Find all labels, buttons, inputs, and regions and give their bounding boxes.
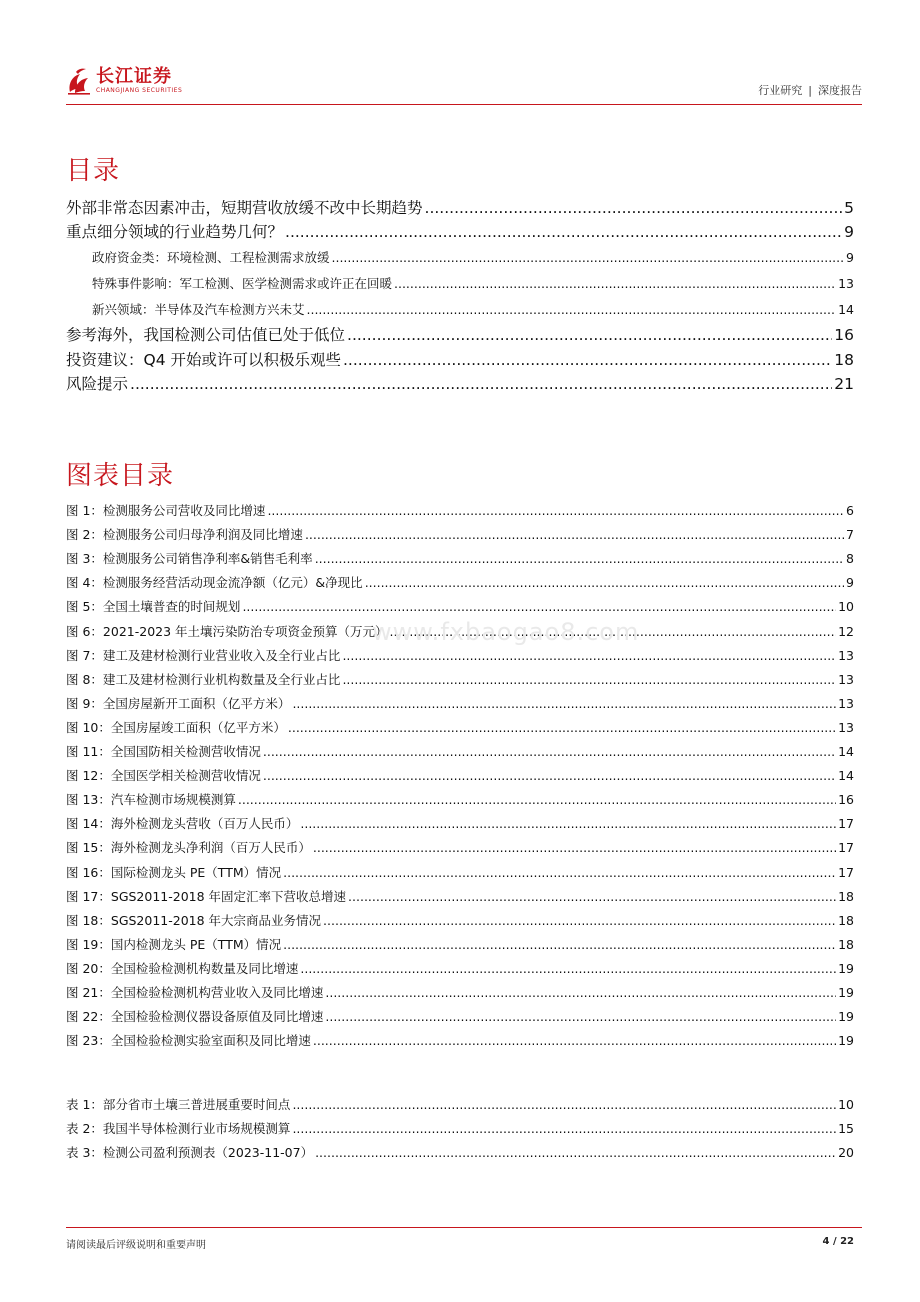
logo-mark-icon: [66, 66, 92, 96]
table-entry[interactable]: 表 1：部分省市土壤三普进展重要时间点 ..... 10: [66, 1092, 854, 1116]
table-entry[interactable]: 表 3：检测公司盈利预测表（2023-11-07） ..... 20: [66, 1140, 854, 1164]
table-of-contents: [66, 195, 854, 396]
watermark: www.fxbaogao8.com: [372, 618, 640, 646]
figure-entry[interactable]: 图 2：检测服务公司归母净利润及同比增速 ..... 7: [66, 522, 854, 546]
page-header: [66, 64, 862, 106]
figure-entry[interactable]: 图 5：全国土壤普查的时间规划 ..... 10: [66, 594, 854, 618]
figure-entry[interactable]: 图 18：SGS2011-2018 年大宗商品业务情况 ..... 18: [66, 908, 854, 932]
figure-entry[interactable]: 图 17：SGS2011-2018 年固定汇率下营收总增速 ..... 18: [66, 884, 854, 908]
company-logo: [66, 66, 182, 96]
toc-entry[interactable]: 投资建议：Q4 开始或许可以积极乐观些 ..... 18: [66, 347, 854, 372]
figure-list: [66, 498, 854, 1052]
figure-entry[interactable]: 图 12：全国医学相关检测营收情况 ..... 14: [66, 763, 854, 787]
figure-entry[interactable]: 图 3：检测服务公司销售净利率&销售毛利率 ..... 8: [66, 546, 854, 570]
figure-entry[interactable]: 图 7：建工及建材检测行业营业收入及全行业占比 ..... 13: [66, 643, 854, 667]
toc-subentry[interactable]: 新兴领域：半导体及汽车检测方兴未艾 ..... 14: [66, 296, 854, 322]
header-rule: [66, 104, 862, 105]
leader-dots: [343, 348, 832, 372]
figure-entry[interactable]: 图 4：检测服务经营活动现金流净额（亿元）&净现比 ..... 9: [66, 570, 854, 594]
toc-heading: 目录: [66, 156, 121, 186]
footer-rule: [66, 1227, 862, 1228]
header-separator: |: [808, 84, 812, 97]
figure-entry[interactable]: 图 22：全国检验检测仪器设备原值及同比增速 ..... 19: [66, 1004, 854, 1028]
toc-entry[interactable]: 风险提示 ..... 21: [66, 372, 854, 397]
leader-dots: [347, 323, 832, 347]
figures-heading: 图表目录: [66, 461, 175, 491]
logo-name-en: CHANGJIANG SECURITIES: [96, 87, 183, 94]
figure-entry[interactable]: 图 13：汽车检测市场规模测算 ..... 16: [66, 787, 854, 811]
leader-dots: [332, 246, 845, 270]
page-number: 4 / 22: [822, 1236, 854, 1247]
figure-entry[interactable]: 图 15：海外检测龙头净利润（百万人民币） ..... 17: [66, 835, 854, 859]
toc-entry[interactable]: 外部非常态因素冲击，短期营收放缓不改中长期趋势 ..... 5: [66, 195, 854, 220]
leader-dots: [307, 298, 837, 322]
figure-entry[interactable]: 图 16：国际检测龙头 PE（TTM）情况 ..... 17: [66, 859, 854, 883]
figure-entry[interactable]: 图 19：国内检测龙头 PE（TTM）情况 ..... 18: [66, 932, 854, 956]
figure-entry[interactable]: 图 23：全国检验检测实验室面积及同比增速 ..... 19: [66, 1028, 854, 1052]
table-list: [66, 1092, 854, 1164]
toc-entry[interactable]: 重点细分领域的行业趋势几何？ ..... 9: [66, 220, 854, 245]
report-section: 行业研究: [758, 84, 803, 97]
figure-entry[interactable]: 图 9：全国房屋新开工面积（亿平方米） ..... 13: [66, 691, 854, 715]
figure-entry[interactable]: 图 14：海外检测龙头营收（百万人民币） ..... 17: [66, 811, 854, 835]
leader-dots: [285, 220, 842, 244]
toc-entry[interactable]: 参考海外，我国检测公司估值已处于低位 ..... 16: [66, 322, 854, 347]
figure-entry[interactable]: 图 20：全国检验检测机构数量及同比增速 ..... 19: [66, 956, 854, 980]
toc-subentry[interactable]: 特殊事件影响：军工检测、医学检测需求或许正在回暖 ..... 13: [66, 270, 854, 296]
logo-name-cn: 长江证券: [96, 66, 172, 87]
leader-dots: [425, 196, 843, 220]
leader-dots: [130, 372, 832, 396]
report-category: [758, 82, 862, 98]
table-entry[interactable]: 表 2：我国半导体检测行业市场规模测算 ..... 15: [66, 1116, 854, 1140]
figure-entry[interactable]: 图 11：全国国防相关检测营收情况 ..... 14: [66, 739, 854, 763]
figure-entry[interactable]: 图 21：全国检验检测机构营业收入及同比增速 ..... 19: [66, 980, 854, 1004]
report-type: 深度报告: [818, 84, 862, 97]
leader-dots: [394, 272, 836, 296]
figure-entry[interactable]: 图 10：全国房屋竣工面积（亿平方米） ..... 13: [66, 715, 854, 739]
figure-entry[interactable]: 图 8：建工及建材检测行业机构数量及全行业占比 ..... 13: [66, 667, 854, 691]
toc-subentry[interactable]: 政府资金类：环境检测、工程检测需求放缓 ..... 9: [66, 244, 854, 270]
footer-disclaimer: 请阅读最后评级说明和重要声明: [66, 1240, 206, 1251]
figure-entry[interactable]: 图 1：检测服务公司营收及同比增速 ..... 6: [66, 498, 854, 522]
figure-entry[interactable]: 图 6：2021-2023 年土壤污染防治专项资金预算（万元） ..... 12: [66, 618, 854, 642]
